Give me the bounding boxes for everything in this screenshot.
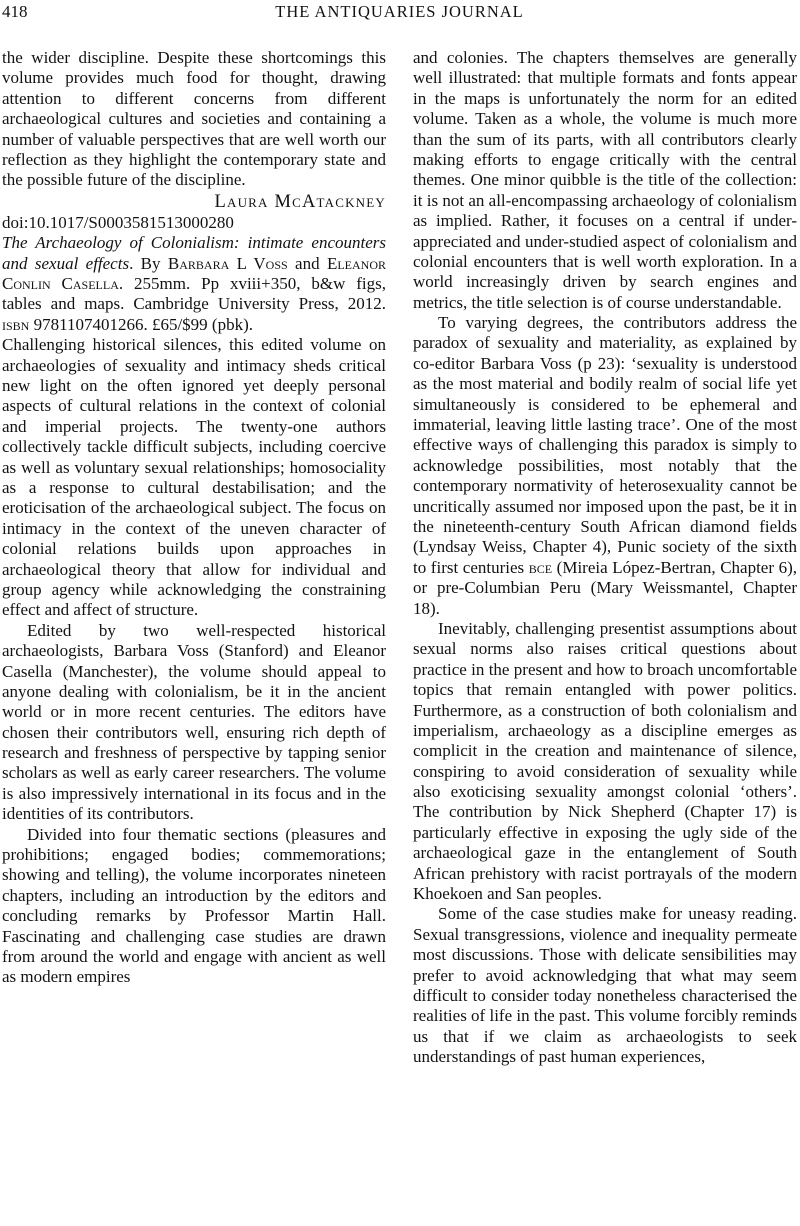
reviewer-signature: Laura McAtackney (214, 191, 386, 212)
left-column (2, 48, 386, 1068)
right-column (413, 48, 797, 1068)
review-paragraph-2: Edited by two well-respected historical archaeologists, Barbara Voss (Stanford) and Eleanor Casella (Manchester), the volume should appeal to anyone dealing with colonialism, be it in the ancient world or in more recent centuries. The editors have chosen their contributors well, ensuring rich depth of research and freshness of perspective by tapping senior scholars as well as early career researchers. The volume is also impressively international in its focus and in the identities of its contributors. (2, 620, 386, 824)
right-paragraph-3: Inevitably, challenging presentist assumptions about sexual norms also raises critical questions about practice in the present and how to broach uncomfortable topics that remain entangled with power politics. Furthermore, as a construction of both colonialism and imperialism, archaeology as a discipline emerges as complicit in the creation and maintenance of silence, conspiring to avoid consideration of sexuality while also exoticising sexuality amongst colonial ‘others’. The contribution by Nick Shepherd (Chapter 17) is particularly effective in exposing the ugly side of the archaeological gaze in the entanglement of South African prehistory with racist portrayals of the modern Khoekoen and San peoples. (413, 618, 797, 904)
continuation-paragraph: the wider discipline. Despite these shortcomings this volume provides much food for thought, drawing attention to different concerns from different archaeological cultures and societies and containing a number of valuable perspectives that are well worth our reflection as they highlight the contemporary state and the possible future of the discipline. (2, 48, 386, 190)
review-paragraph-1: Challenging historical silences, this edited volume on archaeologies of sexuality and intimacy sheds critical new light on the often ignored yet deeply personal aspects of cultural relations in the context of colonial and imperial projects. The twenty-one authors collectively tackle difficult subjects, including coercive as well as voluntary sexual relationships; homosociality as a response to cultural destabilisation; and the eroticisation of the archaeological subject. The focus on intimacy in the context of the uneven character of colonial relations builds upon approaches in archaeological theory that allow for individual and group agency while acknowledging the constraining effect and affect of structure. (2, 335, 386, 620)
page-number: 418 (2, 2, 28, 21)
text-columns (2, 48, 797, 1068)
doi-line: doi:10.1017/S0003581513000280 (2, 212, 234, 232)
book-citation: The Archaeology of Colonialism: intimate encounters and sexual effects. By Barbara L Voss and Eleanor Conlin Casella. 255mm. Pp xviii+350, b&w figs, tables and maps. Cambridge University Press, 2012. isbn 9781107401266. £65/$99 (pbk). (2, 233, 387, 334)
right-paragraph-1: and colonies. The chapters themselves are generally well illustrated: that multiple formats and fonts appear in the maps is unfortunately the norm for an edited volume. Taken as a whole, the volume is much more than the sum of its parts, with all contributors clearly making efforts to engage critically with the central themes. One minor quibble is the title of the collection: it is not an all-encompassing archaeology of colonialism as implied. Rather, it focuses on a central if under-appreciated and under-studied aspect of colonialism and colonial encounters that is well worth exploration. In a world increasingly driven by search engines and metrics, the title selection is of course understandable. (413, 48, 797, 312)
running-head (2, 2, 797, 24)
journal-title: THE ANTIQUARIES JOURNAL (275, 2, 524, 21)
right-paragraph-2: To varying degrees, the contributors address the paradox of sexuality and materiality, as explained by co-editor Barbara Voss (p 23): ‘sexuality is understood as the most material and bodily realm of social life yet simultaneously is considered to be ephemeral and immaterial, leaving little lasting trace’. One of the most effective ways of challenging this paradox is simply to acknowledge possibilities, most notably that the contemporary normativity of heterosexuality cannot be uncritically assumed nor imposed upon the past, be it in the nineteenth-century South African diamond fields (Lyndsay Weiss, Chapter 4), Punic society of the sixth to first centuries bce (Mireia López-Bertran, Chapter 6), or pre-Columbian Peru (Mary Weissmantel, Chapter 18). (413, 313, 798, 618)
right-paragraph-4: Some of the case studies make for uneasy reading. Sexual transgressions, violence and inequality permeate most discussions. Those with delicate sensibilities may prefer to avoid acknowledging that what may seem difficult to consider today nonetheless characterised the realities of life in the past. This volume forcibly reminds us that if we claim as archaeologists to seek understandings of past human experiences, (413, 904, 797, 1067)
review-paragraph-3: Divided into four thematic sections (pleasures and prohibitions; engaged bodies; commemorations; showing and telling), the volume incorporates nineteen chapters, including an introduction by the editors and concluding remarks by Professor Martin Hall. Fascinating and challenging case studies are drawn from around the world and engage with ancient as well as modern empires (2, 824, 386, 987)
